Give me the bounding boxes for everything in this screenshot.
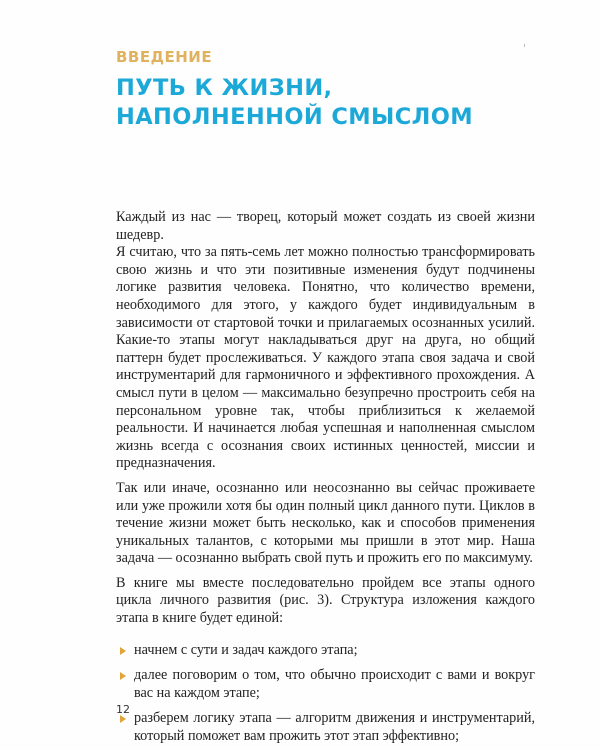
paragraph-3: Так или иначе, осознанно или неосознанно вы сейчас проживаете или уже прожили хотя бы один полный цикл данного пути. Циклов в течение жизни может быть несколько, как и способов применения уникальных талантов, с которыми мы пришли в этот мир. Наша задача — осознанно выбрать свой путь и прожить его по максимуму. [116,479,535,567]
paragraph-2: Я считаю, что за пять-семь лет можно полностью трансформировать свою жизнь и что эти позитивные изменения будут подчинены логике развития человека. Понятно, что количество времени, необходимого для этого, у каждого будет индивидуальным в зависимости от стартовой точки и прилагаемых осознанных усилий. Какие-то этапы могут накладываться друг на друга, но общий паттерн будет прослеживаться. У каждого этапа своя задача и свой инструментарий для гармоничного и эффективного прохождения. А смысл пути в целом — максимально безупречно простроить себя на персональном уровне так, чтобы приблизиться к желаемой реальности. И начинается любая успешная и наполненная смыслом жизнь всегда с осознания своих истинных ценностей, миссии и предназначения. [116,244,535,472]
section-kicker: ВВЕДЕНИЕ [116,48,213,66]
triangle-bullet-icon [120,647,126,655]
chapter-title-line-2: НАПОЛНЕННОЙ СМЫСЛОМ [116,104,474,130]
list-item-text: далее поговорим о том, что обычно происходит с вами и вокруг вас на каждом этапе; [134,667,535,701]
page-edge-mark [524,44,525,47]
chapter-title-line-1: ПУТЬ К ЖИЗНИ, [116,75,333,101]
list-item [116,642,535,660]
stage-structure-list [116,642,535,746]
body-text [116,209,535,754]
list-item [116,667,535,702]
triangle-bullet-icon [120,715,126,723]
list-item-text: начнем с сути и задач каждого этапа; [134,641,358,658]
triangle-bullet-icon [120,672,126,680]
chapter-title [116,74,536,132]
list-item [116,710,535,745]
page-number: 12 [116,703,130,716]
list-item-text: разберем логику этапа — алгоритм движения и инструментарий, который поможет вам прожить этот этап эффективно; [134,710,535,745]
paragraph-4: В книге мы вместе последовательно пройдем все этапы одного цикла личного развития (рис. 3). Структура изложения каждого этапа в книге будет единой: [116,574,535,627]
paragraph-1: Каждый из нас — творец, который может создать из своей жизни шедевр. [116,209,535,243]
